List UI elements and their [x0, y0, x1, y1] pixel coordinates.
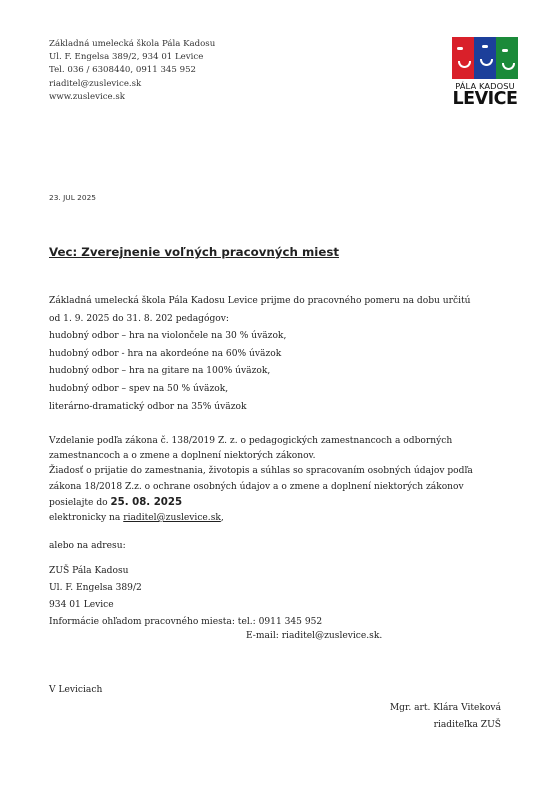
postal-address [49, 563, 322, 631]
letter-date: 23. JUL 2025 [49, 193, 96, 202]
intro-line: od 1. 9. 2025 do 31. 8. 202 pedagógov: [49, 313, 229, 324]
job-offer-paragraph [49, 293, 471, 416]
masks-icon [452, 37, 518, 79]
position-item: literárno-dramatický odbor na 35% úväzok [49, 401, 247, 412]
or-address-label: alebo na adresu: [49, 541, 126, 551]
letter-place: V Leviciach [49, 685, 103, 695]
school-email: riaditel@zuslevice.sk [49, 78, 142, 89]
letter-subject: Vec: Zverejnenie voľných pracovných miest [49, 245, 339, 259]
intro-line: Základná umelecká škola Pála Kadosu Levice prijme do pracovného pomeru na dobu určitú [49, 296, 471, 306]
address-line: ZUŠ Pála Kadosu [49, 566, 129, 576]
contact-phone-line: Informácie ohľadom pracovného miesta: tel.: 0911 345 952 [49, 617, 323, 627]
school-phone: Tel. 036 / 6308440, 0911 345 952 [49, 65, 196, 76]
position-item: hudobný odbor – spev na 50 % úväzok, [49, 383, 229, 394]
email-line: elektronicky na riaditel@zuslevice.sk, [49, 513, 224, 524]
deadline-line: posielajte do 25. 08. 2025 [49, 496, 183, 508]
requirements-line: Vzdelanie podľa zákona č. 138/2019 Z. z. o pedagogických zamestnancoch a odborných [49, 436, 453, 446]
school-name: Základná umelecká škola Pála Kadosu [49, 39, 216, 49]
application-line: Žiadosť o prijatie do zamestnania, životopis a súhlas so spracovaním osobných údajov podľa [49, 466, 473, 477]
contact-email-line: E-mail: riaditel@zuslevice.sk. [246, 631, 383, 641]
school-logo [452, 37, 518, 111]
requirements-line: zamestnancoch a o zmene a doplnení niektorých zákonov. [49, 451, 316, 462]
signatory-role: riaditeľka ZUŠ [433, 720, 501, 730]
position-item: hudobný odbor - hra na akordeóne na 60% úväzok [49, 348, 282, 359]
address-line: 934 01 Levice [49, 600, 114, 610]
school-street: Ul. F. Engelsa 389/2, 934 01 Levice [49, 52, 204, 63]
position-item: hudobný odbor – hra na violončele na 30 % úväzok, [49, 331, 287, 342]
logo-text-bottom: LEVICE [452, 89, 518, 109]
school-header [49, 38, 215, 104]
deadline-date: 25. 08. 2025 [110, 496, 183, 508]
email-link[interactable]: riaditel@zuslevice.sk [123, 513, 221, 524]
address-line: Ul. F. Engelsa 389/2 [49, 583, 142, 593]
application-line: zákona 18/2018 Z.z. o ochrane osobných údajov a o zmene a doplnení niektorých zákonov [49, 481, 464, 492]
position-item: hudobný odbor – hra na gitare na 100% úväzok, [49, 366, 271, 377]
logo-text-top: PÁLA KADOSU [455, 81, 515, 91]
school-website: www.zuslevice.sk [49, 91, 125, 102]
signatory-name: Mgr. art. Klára Viteková [389, 703, 501, 713]
requirements-paragraph [49, 434, 473, 526]
